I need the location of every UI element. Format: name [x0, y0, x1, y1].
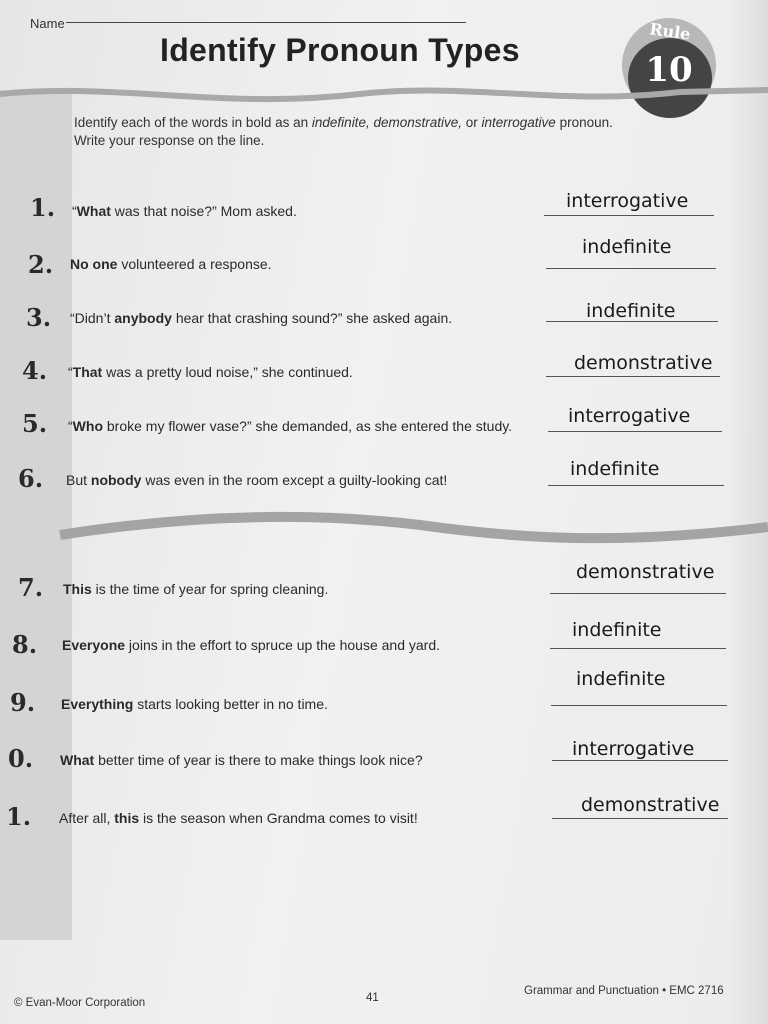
sentence-suffix: is the time of year for spring cleaning. — [91, 581, 329, 597]
answer-line[interactable] — [550, 648, 726, 649]
item-number: 2. — [28, 250, 54, 279]
bold-pronoun: No one — [70, 256, 118, 272]
item-number: 8. — [12, 630, 38, 659]
instructions — [74, 114, 694, 150]
name-label: Name — [30, 16, 65, 31]
instructions-pronoun: pronoun. — [555, 115, 613, 130]
instructions-text: Identify each of the words in bold as an — [74, 115, 312, 130]
handwritten-answer[interactable]: interrogative — [566, 190, 689, 212]
sentence-prefix: “ — [72, 203, 77, 219]
bold-pronoun: Everything — [61, 696, 134, 712]
sentence-suffix: is the season when Grandma comes to visit! — [139, 810, 418, 826]
name-line — [66, 22, 466, 23]
sentence-suffix: was a pretty loud noise,” she continued. — [102, 364, 353, 380]
item-number: 0. — [8, 744, 34, 773]
sentence-suffix: was even in the room except a guilty-looking cat! — [141, 472, 448, 488]
sentence-suffix: volunteered a response. — [117, 256, 272, 272]
answer-line[interactable] — [550, 593, 726, 594]
page-title: Identify Pronoun Types — [160, 32, 520, 68]
item-number: 7. — [18, 573, 44, 602]
handwritten-answer[interactable]: indefinite — [576, 668, 666, 690]
rule-badge-number: 10 — [645, 50, 693, 90]
instructions-line-2: Write your response on the line. — [74, 133, 265, 148]
bold-pronoun: Who — [72, 418, 103, 434]
item-number: 3. — [26, 303, 52, 332]
instructions-line-1 — [74, 114, 694, 132]
sentence-prefix: “ — [68, 418, 73, 434]
item-sentence — [70, 256, 272, 272]
item-sentence — [66, 472, 447, 488]
bold-pronoun: anybody — [114, 310, 172, 326]
answer-line[interactable] — [548, 485, 724, 486]
handwritten-answer[interactable]: indefinite — [586, 300, 676, 322]
bold-pronoun: nobody — [90, 472, 142, 488]
answer-line[interactable] — [546, 268, 716, 269]
bold-pronoun: What — [60, 752, 95, 768]
item-sentence — [59, 810, 418, 826]
answer-line[interactable] — [551, 705, 727, 706]
handwritten-answer[interactable]: demonstrative — [581, 794, 720, 816]
handwritten-answer[interactable]: indefinite — [582, 236, 672, 258]
bold-pronoun: What — [76, 203, 111, 219]
item-number: 5. — [22, 409, 48, 438]
answer-line[interactable] — [552, 760, 728, 761]
item-sentence — [72, 203, 297, 219]
item-sentence — [63, 581, 328, 597]
bold-pronoun: That — [72, 364, 103, 380]
answer-line[interactable] — [548, 431, 722, 432]
item-number: 9. — [10, 688, 36, 717]
item-sentence — [62, 637, 440, 653]
page-number: 41 — [366, 992, 379, 1004]
instructions-types: indefinite, demonstrative, — [311, 115, 462, 130]
handwritten-answer[interactable]: interrogative — [572, 738, 695, 760]
answer-line[interactable] — [552, 818, 728, 819]
item-number: 1. — [30, 193, 56, 222]
instructions-interrogative: interrogative — [481, 115, 556, 130]
sentence-prefix: After all, — [59, 810, 115, 826]
item-sentence — [61, 696, 328, 712]
sentence-suffix: broke my flower vase?” she demanded, as she entered the study. — [103, 418, 513, 434]
item-sentence — [68, 418, 512, 434]
sentence-prefix: But — [66, 472, 91, 488]
book-title: Grammar and Punctuation • EMC 2716 — [524, 985, 724, 997]
copyright: © Evan-Moor Corporation — [14, 997, 146, 1009]
item-number: 1. — [6, 802, 32, 831]
handwritten-answer[interactable]: indefinite — [570, 458, 660, 480]
sentence-suffix: joins in the effort to spruce up the house and yard. — [125, 637, 440, 653]
handwritten-answer[interactable]: demonstrative — [576, 561, 715, 583]
sentence-prefix: “Didn’t — [70, 310, 115, 326]
rule-badge-label: Rule — [648, 19, 692, 44]
item-sentence — [68, 364, 353, 380]
sentence-suffix: was that noise?” Mom asked. — [110, 203, 297, 219]
sentence-prefix: “ — [68, 364, 73, 380]
middle-wave-divider — [0, 505, 768, 555]
answer-line[interactable] — [546, 376, 720, 377]
handwritten-answer[interactable]: indefinite — [572, 619, 662, 641]
item-number: 4. — [22, 356, 48, 385]
item-number: 6. — [18, 464, 44, 493]
bold-pronoun: This — [63, 581, 92, 597]
answer-line[interactable] — [544, 215, 714, 216]
sentence-suffix: starts looking better in no time. — [133, 696, 328, 712]
handwritten-answer[interactable]: interrogative — [568, 405, 691, 427]
sentence-suffix: hear that crashing sound?” she asked again. — [171, 310, 453, 326]
bold-pronoun: Everyone — [62, 637, 126, 653]
item-sentence — [70, 310, 452, 326]
bold-pronoun: this — [114, 810, 140, 826]
handwritten-answer[interactable]: demonstrative — [574, 352, 713, 374]
item-sentence — [60, 752, 423, 768]
instructions-or: or — [462, 115, 482, 130]
sentence-suffix: better time of year is there to make things look nice? — [94, 752, 423, 768]
